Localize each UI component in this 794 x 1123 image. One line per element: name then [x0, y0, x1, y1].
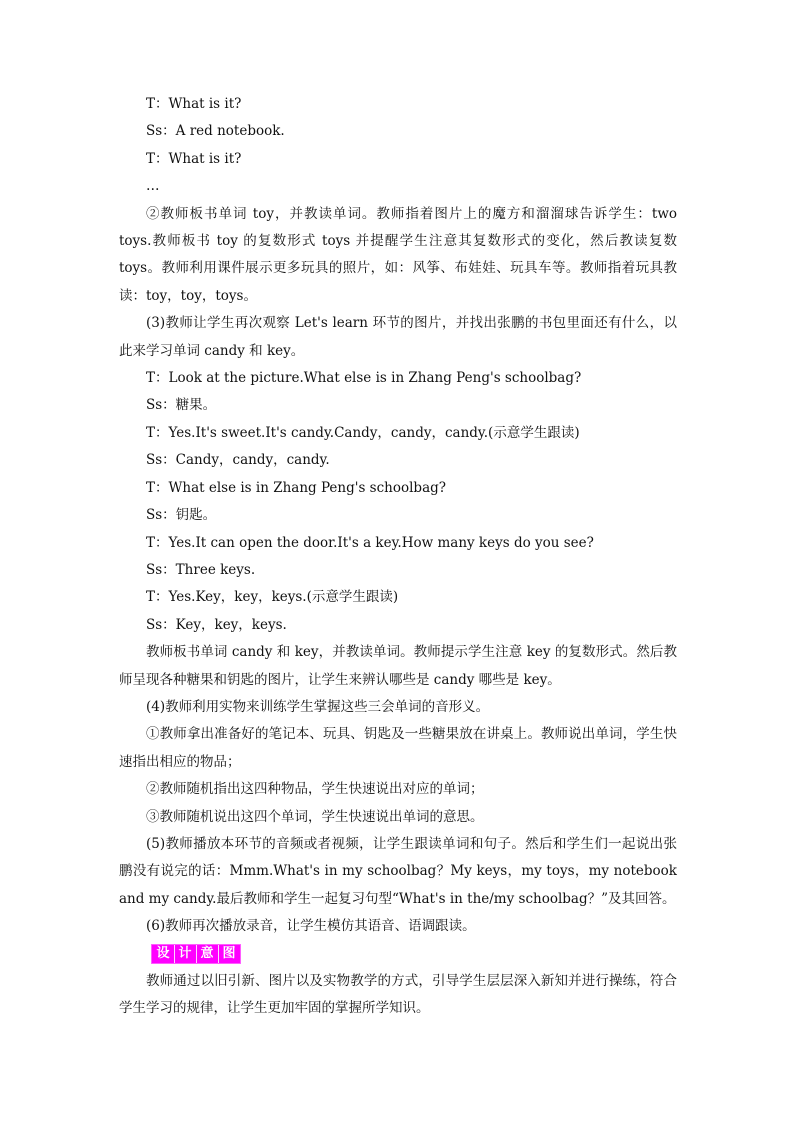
paragraph-board-writing: 教师板书单词 candy 和 key，并教读单词。教师提示学生注意 key 的复数形式。然后教师呈现各种糖果和钥匙的图片，让学生来辨认哪些是 candy 哪些是 key。 — [119, 644, 677, 688]
dialogue-line: T：Yes.It's sweet.It's candy.Candy，candy，candy.(示意学生跟读) — [146, 424, 580, 441]
dialogue-line: T：Yes.It can open the door.It's a key.How many keys do you see? — [146, 534, 594, 551]
dialogue-line: T：What else is in Zhang Peng's schoolbag? — [146, 479, 447, 496]
paragraph-audio-video: (5)教师播放本环节的音频或者视频，让学生跟读单词和句子。然后和学生们一起说出张鹏没有说完的话：Mmm.What's in my schoolbag？My keys，my toys，my notebook and my candy.最后教师和学生一起复习句型“What's in the/my schoolbag？”及其回答。 — [119, 835, 677, 907]
paragraph-step-1: ①教师拿出准备好的笔记本、玩具、钥匙及一些糖果放在讲桌上。教师说出单词，学生快速指出相应的物品； — [119, 726, 677, 770]
dialogue-line: T：What is it? — [146, 96, 242, 112]
dialogue-line: Ss：糖果。 — [146, 397, 217, 414]
paragraph-step-3: ③教师随机说出这四个单词，学生快速说出单词的意思。 — [146, 808, 484, 825]
dialogue-line: Ss：Key，key，keys. — [146, 616, 287, 633]
dialogue-line: Ss：Candy，candy，candy. — [146, 452, 330, 469]
paragraph-realia-training: (4)教师利用实物来训练学生掌握这些三会单词的音形义。 — [146, 698, 490, 715]
document-content — [119, 91, 677, 1023]
paragraph-recording: (6)教师再次播放录音，让学生模仿其语音、语调跟读。 — [146, 918, 476, 935]
dialogue-line: T：What is it? — [146, 150, 242, 167]
dialogue-line: T：Yes.Key，key，keys.(示意学生跟读) — [146, 589, 399, 606]
paragraph-design-intent: 教师通过以旧引新、图片以及实物教学的方式，引导学生层层深入新知并进行操练，符合学生学习的规律，让学生更加牢固的掌握所学知识。 — [119, 972, 677, 1017]
design-intent-char: 意 — [196, 945, 217, 963]
dialogue-line: Ss：钥匙。 — [146, 507, 217, 524]
dialogue-line: Ss：A red notebook. — [146, 123, 285, 140]
design-intent-char: 图 — [218, 945, 239, 963]
dialogue-line: Ss：Three keys. — [146, 561, 256, 578]
design-intent-char: 设 — [156, 946, 170, 962]
design-intent-badge — [151, 944, 241, 964]
design-intent-heading-row — [119, 941, 677, 968]
dialogue-line: T：Look at the picture.What else is in Zhang Peng's schoolbag? — [146, 370, 582, 387]
paragraph-step-2: ②教师随机指出这四种物品，学生快速说出对应的单词； — [146, 781, 484, 798]
design-intent-char: 计 — [174, 945, 195, 963]
paragraph-candy-key-intro: (3)教师让学生再次观察 Let's learn 环节的图片，并找出张鹏的书包里面还有什么，以此来学习单词 candy 和 key。 — [119, 315, 677, 359]
ellipsis-line: … — [146, 178, 160, 195]
paragraph-toy: ②教师板书单词 toy，并教读单词。教师指着图片上的魔方和溜溜球告诉学生：two toys.教师板书 toy 的复数形式 toys 并提醒学生注意其复数形式的变化，然后教读复数 toys。教师利用课件展示更多玩具的照片，如：风筝、布娃娃、玩具车等。教师指着玩具教读：toy，toy，toys。 — [119, 205, 677, 304]
